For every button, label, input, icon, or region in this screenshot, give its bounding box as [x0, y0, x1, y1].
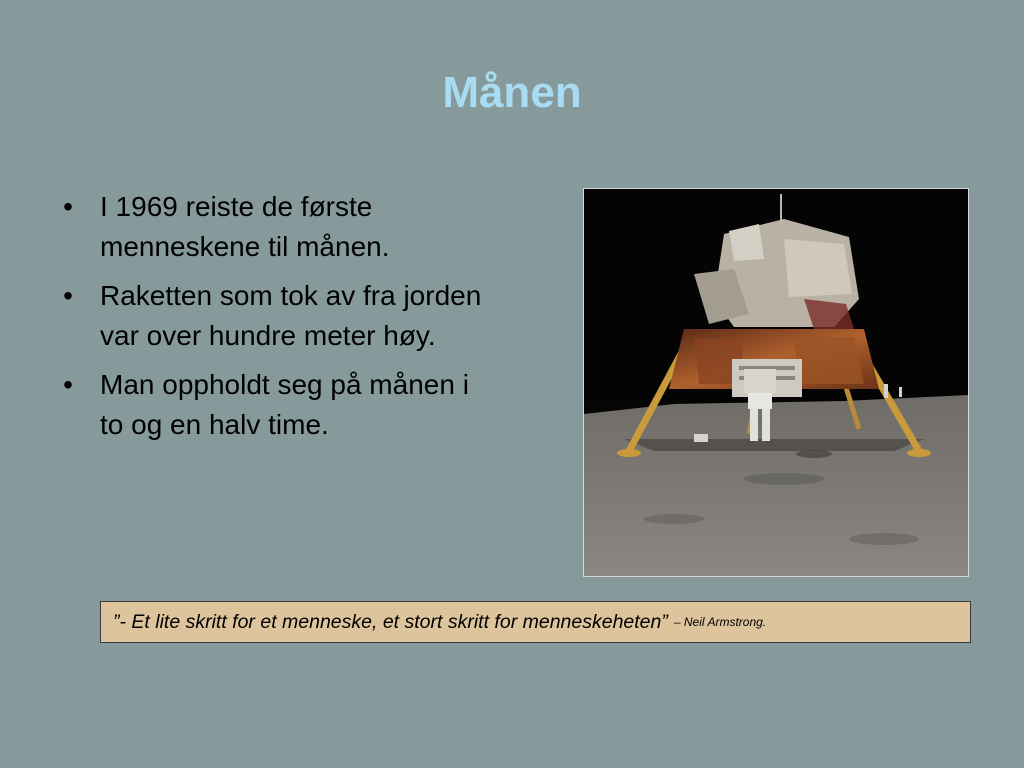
lunar-module-illustration [584, 189, 968, 576]
bullet-text: Man oppholdt seg på månen i to og en halv time. [100, 369, 469, 440]
quote-text: ”- Et lite skritt for et menneske, et stort skritt for menneskeheten” [113, 610, 668, 633]
bullet-marker: • [63, 191, 73, 222]
bullet-item [58, 365, 488, 445]
quote-box [100, 601, 971, 643]
bullet-text: I 1969 reiste de første menneskene til månen. [100, 191, 390, 262]
bullet-item [58, 276, 488, 356]
slide-title: Månen [442, 68, 582, 117]
bullet-marker: • [63, 369, 73, 400]
bullet-item [58, 187, 488, 267]
quote-author: – Neil Armstrong. [673, 615, 767, 629]
bullet-list [58, 187, 488, 454]
bullet-text: Raketten som tok av fra jorden var over hundre meter høy. [100, 280, 482, 351]
bullet-marker: • [63, 280, 73, 311]
lunar-module-photo [583, 188, 969, 577]
